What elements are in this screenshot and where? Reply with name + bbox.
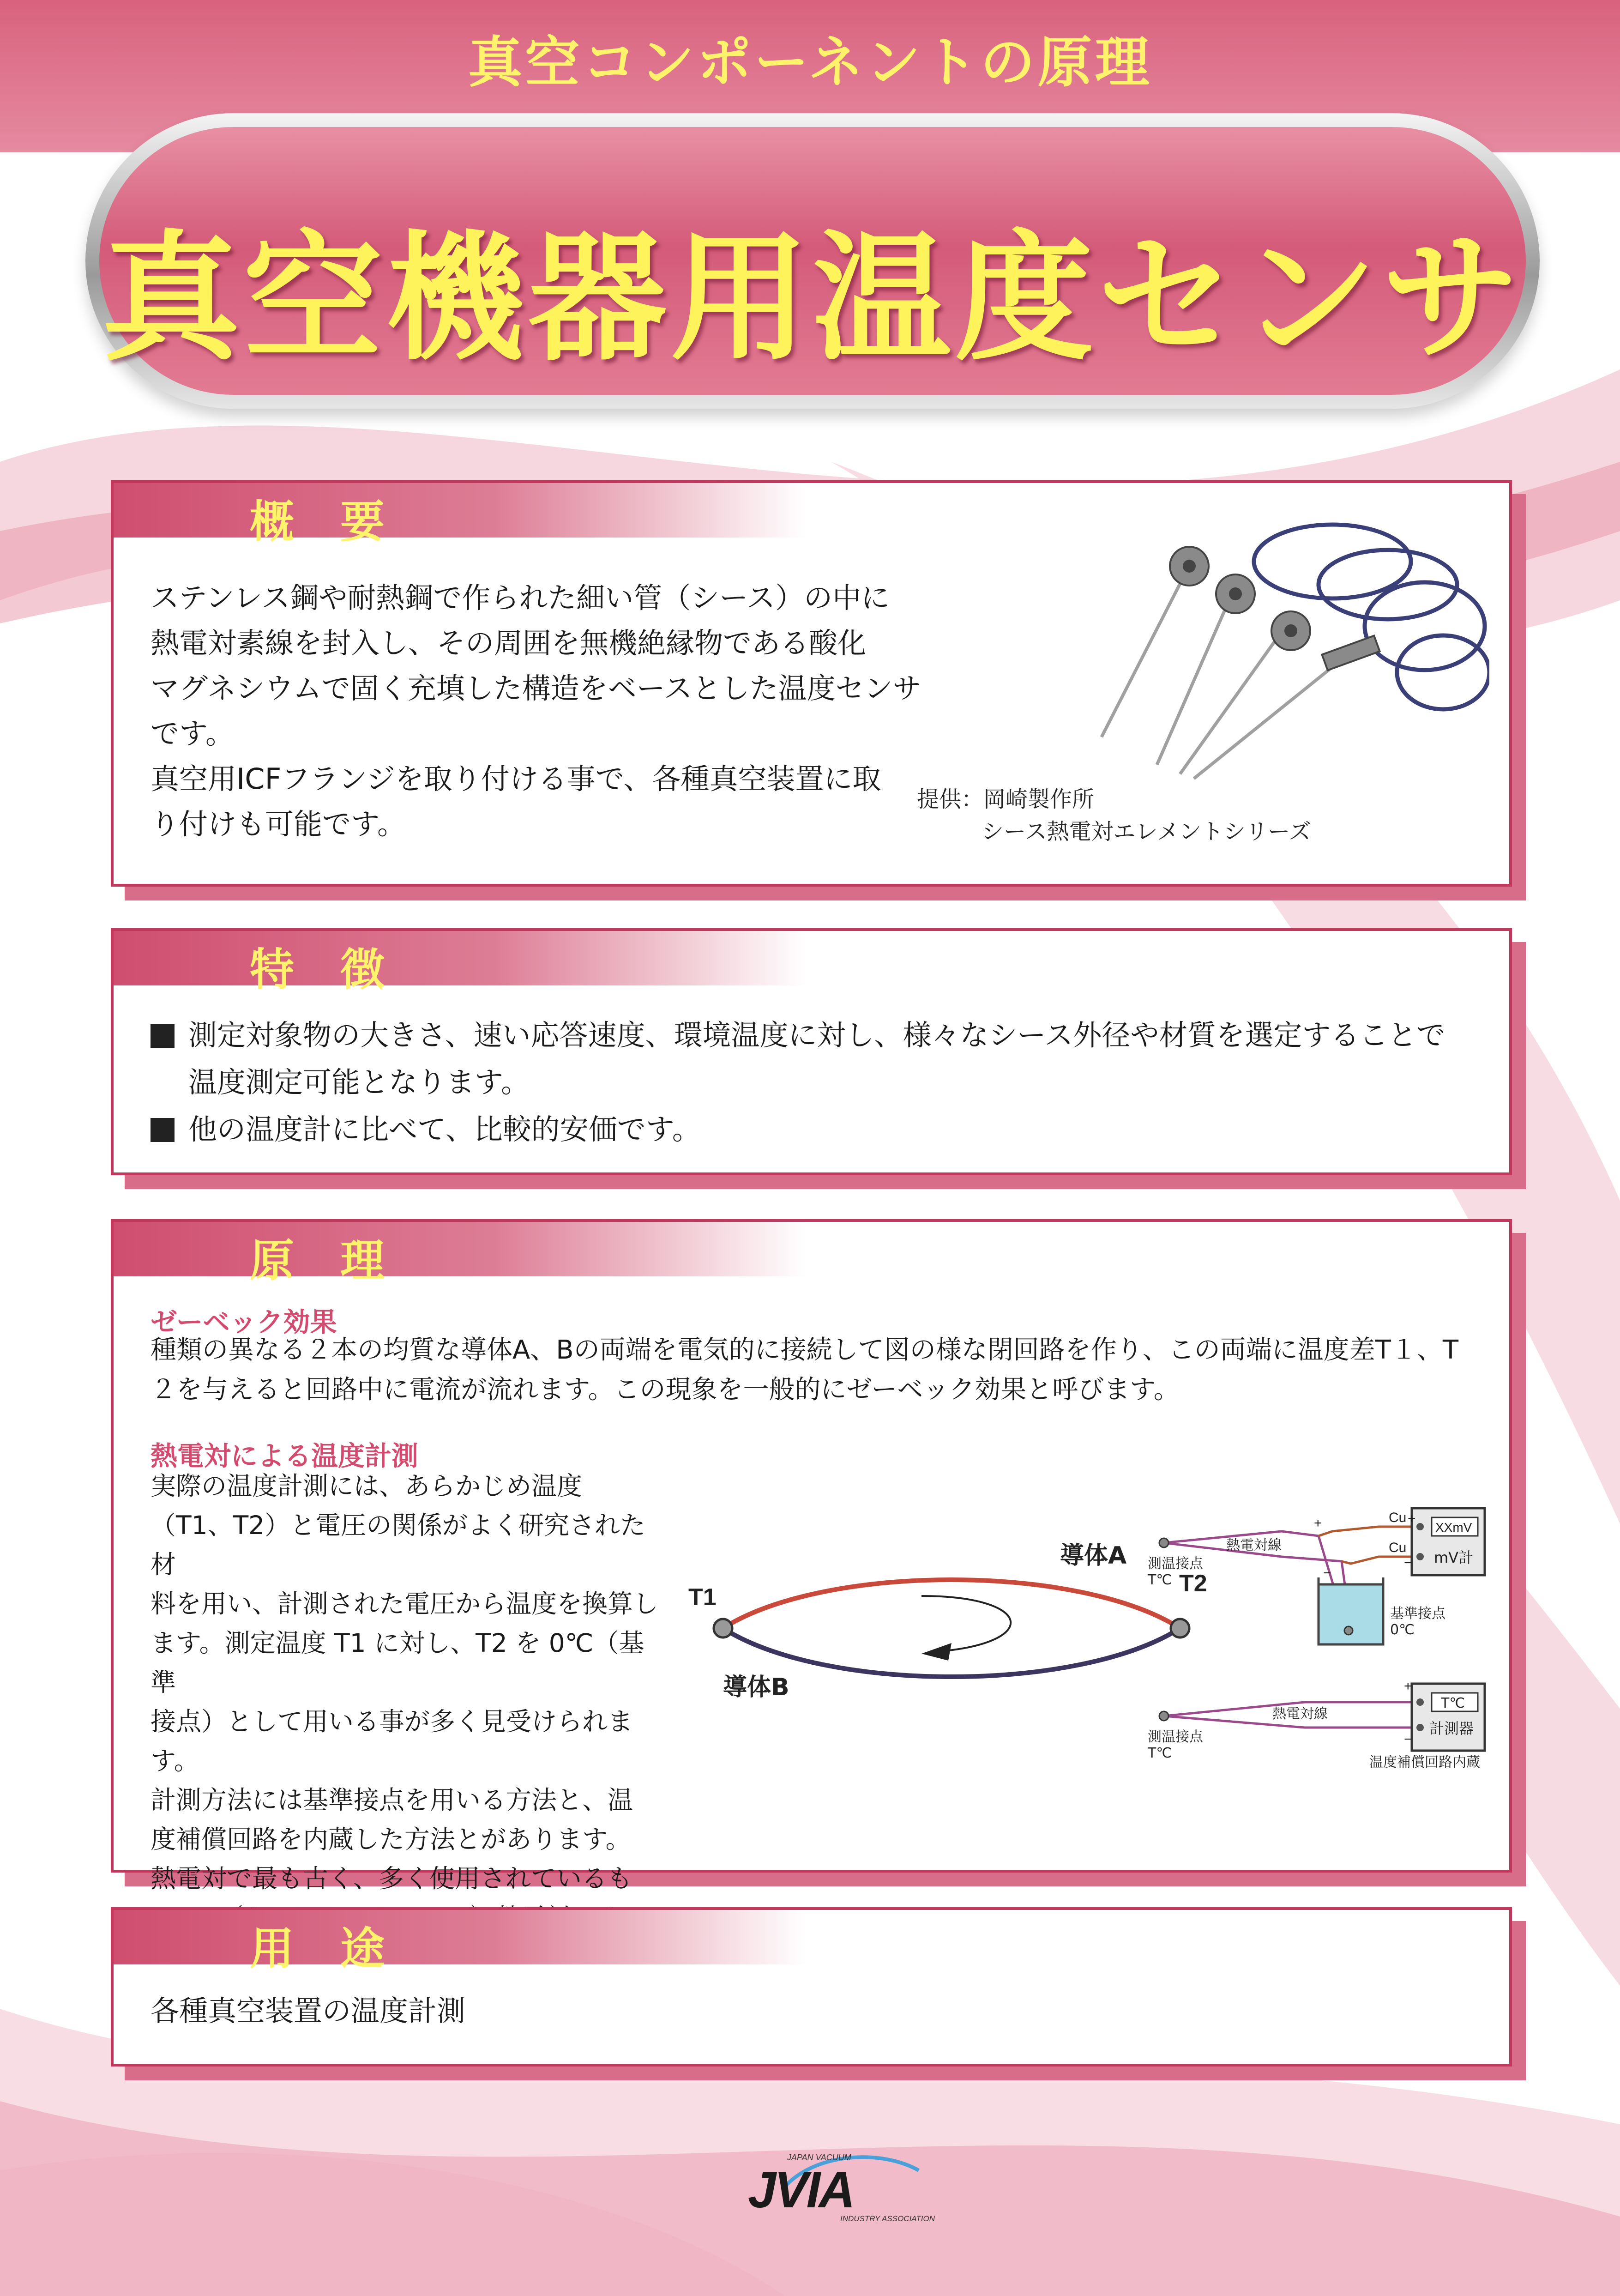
- compensation-circuit: [1120, 1674, 1499, 1785]
- label-t2: T2: [1179, 1570, 1207, 1597]
- overview-text: ステンレス鋼や耐熱鋼で作られた細い管（シース）の中に 熱電対素線を封入し、その周囲を無機絶縁物である酸化 マグネシウムで固く充填した構造をベースとした温度センサ です。 真空用ICFフランジを取り付ける事で、各種真空装置に取 り付けも可能です。: [151, 581, 921, 841]
- seebeck-text: 種類の異なる２本の均質な導体A、Bの両端を電気的に接続して図の様な閉回路を作り、この両端に温度差T１、T ２を与えると回路中に電流が流れます。この現象を一般的にゼーベック効果と呼びます。: [151, 1335, 1459, 1405]
- logo-main-text: JVIA: [748, 2162, 854, 2218]
- usage-text: 各種真空装置の温度計測: [151, 1994, 466, 2028]
- cu-label-1: Cu: [1389, 1510, 1407, 1525]
- logo-top-text: JAPAN VACUUM: [787, 2153, 851, 2162]
- principle-heading-bar: [114, 1222, 806, 1287]
- principle-section: [111, 1219, 1512, 1893]
- minus-label: −: [1404, 1555, 1412, 1571]
- features-list: [151, 1012, 1489, 1153]
- feature-item-cont: 温度測定可能となります。: [188, 1065, 530, 1099]
- measuring-junction-2: [1159, 1711, 1168, 1721]
- temp-meter-display: T℃: [1441, 1695, 1465, 1711]
- wire-label-1: 熱電対線: [1226, 1537, 1282, 1553]
- seebeck-title: ゼーベック効果: [151, 1306, 337, 1338]
- square-bullet-icon: [151, 1118, 175, 1142]
- usage-heading-bar: [114, 1910, 806, 1975]
- conductor-b-wire: [723, 1628, 1180, 1677]
- plus-label-2: +: [1404, 1679, 1412, 1694]
- measuring-unit-1: T℃: [1148, 1572, 1172, 1588]
- plus-label-wire: +: [1314, 1516, 1322, 1531]
- thermocouple-photo: [1074, 506, 1489, 783]
- ref-junction-temp: 0℃: [1390, 1622, 1415, 1638]
- photo-caption: 提供：岡崎製作所 シース熱電対エレメントシリーズ: [917, 786, 1311, 845]
- square-bullet-icon: [151, 1024, 175, 1048]
- principle-heading: 原理: [250, 1235, 431, 1287]
- plus-label: +: [1408, 1511, 1416, 1526]
- measuring-unit-2: T℃: [1148, 1745, 1172, 1761]
- overview-section: [111, 480, 1512, 887]
- conductor-a-wire: [723, 1580, 1180, 1628]
- wire-label-2: 熱電対線: [1272, 1706, 1328, 1722]
- category-title: 真空コンポーネントの原理: [468, 30, 1152, 94]
- thermocouple-title: 熱電対による温度計測: [151, 1440, 419, 1472]
- thermocouple-text: 実際の温度計測には、あらかじめ温度 （T1、T2）と電圧の関係がよく研究された材 料を用い、計測された電圧から温度を換算し ます。測定温度 T1 に対し、T2 を 0℃（基準 接点）として用いる事が多く見受けられます。 計測方法には基準接点を用いる方法と、温 度補償回路を内蔵した方法とがあります。 熱電対で最も古く、多く使用されているも: [151, 1471, 659, 1893]
- feature-item: 測定対象物の大きさ、速い応答速度、環境温度に対し、様々なシース外径や材質を選定することで: [151, 1012, 1489, 1059]
- measuring-label-1: 測温接点: [1148, 1556, 1203, 1572]
- compensation-label: 温度補償回路内蔵: [1369, 1754, 1480, 1770]
- ref-junction-label: 基準接点: [1390, 1606, 1445, 1622]
- features-heading: 特徴: [250, 944, 431, 996]
- mv-meter-label: mV計: [1434, 1549, 1474, 1566]
- reference-junction-circuit: [1120, 1494, 1499, 1670]
- cu-label-2: Cu: [1389, 1540, 1407, 1555]
- ice-bath-icon: [1319, 1584, 1383, 1644]
- features-section: [111, 928, 1512, 1175]
- measuring-junction: [1159, 1538, 1168, 1547]
- minus-label-wire: −: [1323, 1565, 1331, 1581]
- features-heading-bar: [114, 931, 806, 996]
- measuring-label-2: 測温接点: [1148, 1729, 1203, 1745]
- logo-bottom-text: INDUSTRY ASSOCIATION: [840, 2214, 935, 2223]
- minus-label-2: −: [1404, 1732, 1412, 1747]
- current-arrow: [921, 1596, 1011, 1651]
- main-title: 真空機器用温度センサ: [102, 218, 1524, 379]
- usage-heading: 用途: [250, 1923, 431, 1975]
- arrow-head-icon: [921, 1643, 952, 1661]
- feature-item: 他の温度計に比べて、比較的安価です。: [151, 1106, 1489, 1153]
- overview-heading: 概要: [250, 496, 431, 548]
- jvia-logo: [743, 2143, 946, 2226]
- usage-section: [111, 1907, 1512, 2066]
- junction-t1: [714, 1619, 732, 1637]
- label-conductor-a: 導体A: [1060, 1542, 1127, 1570]
- label-t1: T1: [688, 1584, 717, 1611]
- label-conductor-b: 導体B: [723, 1674, 789, 1701]
- mv-meter-display: XXmV: [1435, 1520, 1472, 1535]
- temp-meter-label: 計測器: [1429, 1720, 1474, 1737]
- overview-heading-bar: [114, 483, 806, 548]
